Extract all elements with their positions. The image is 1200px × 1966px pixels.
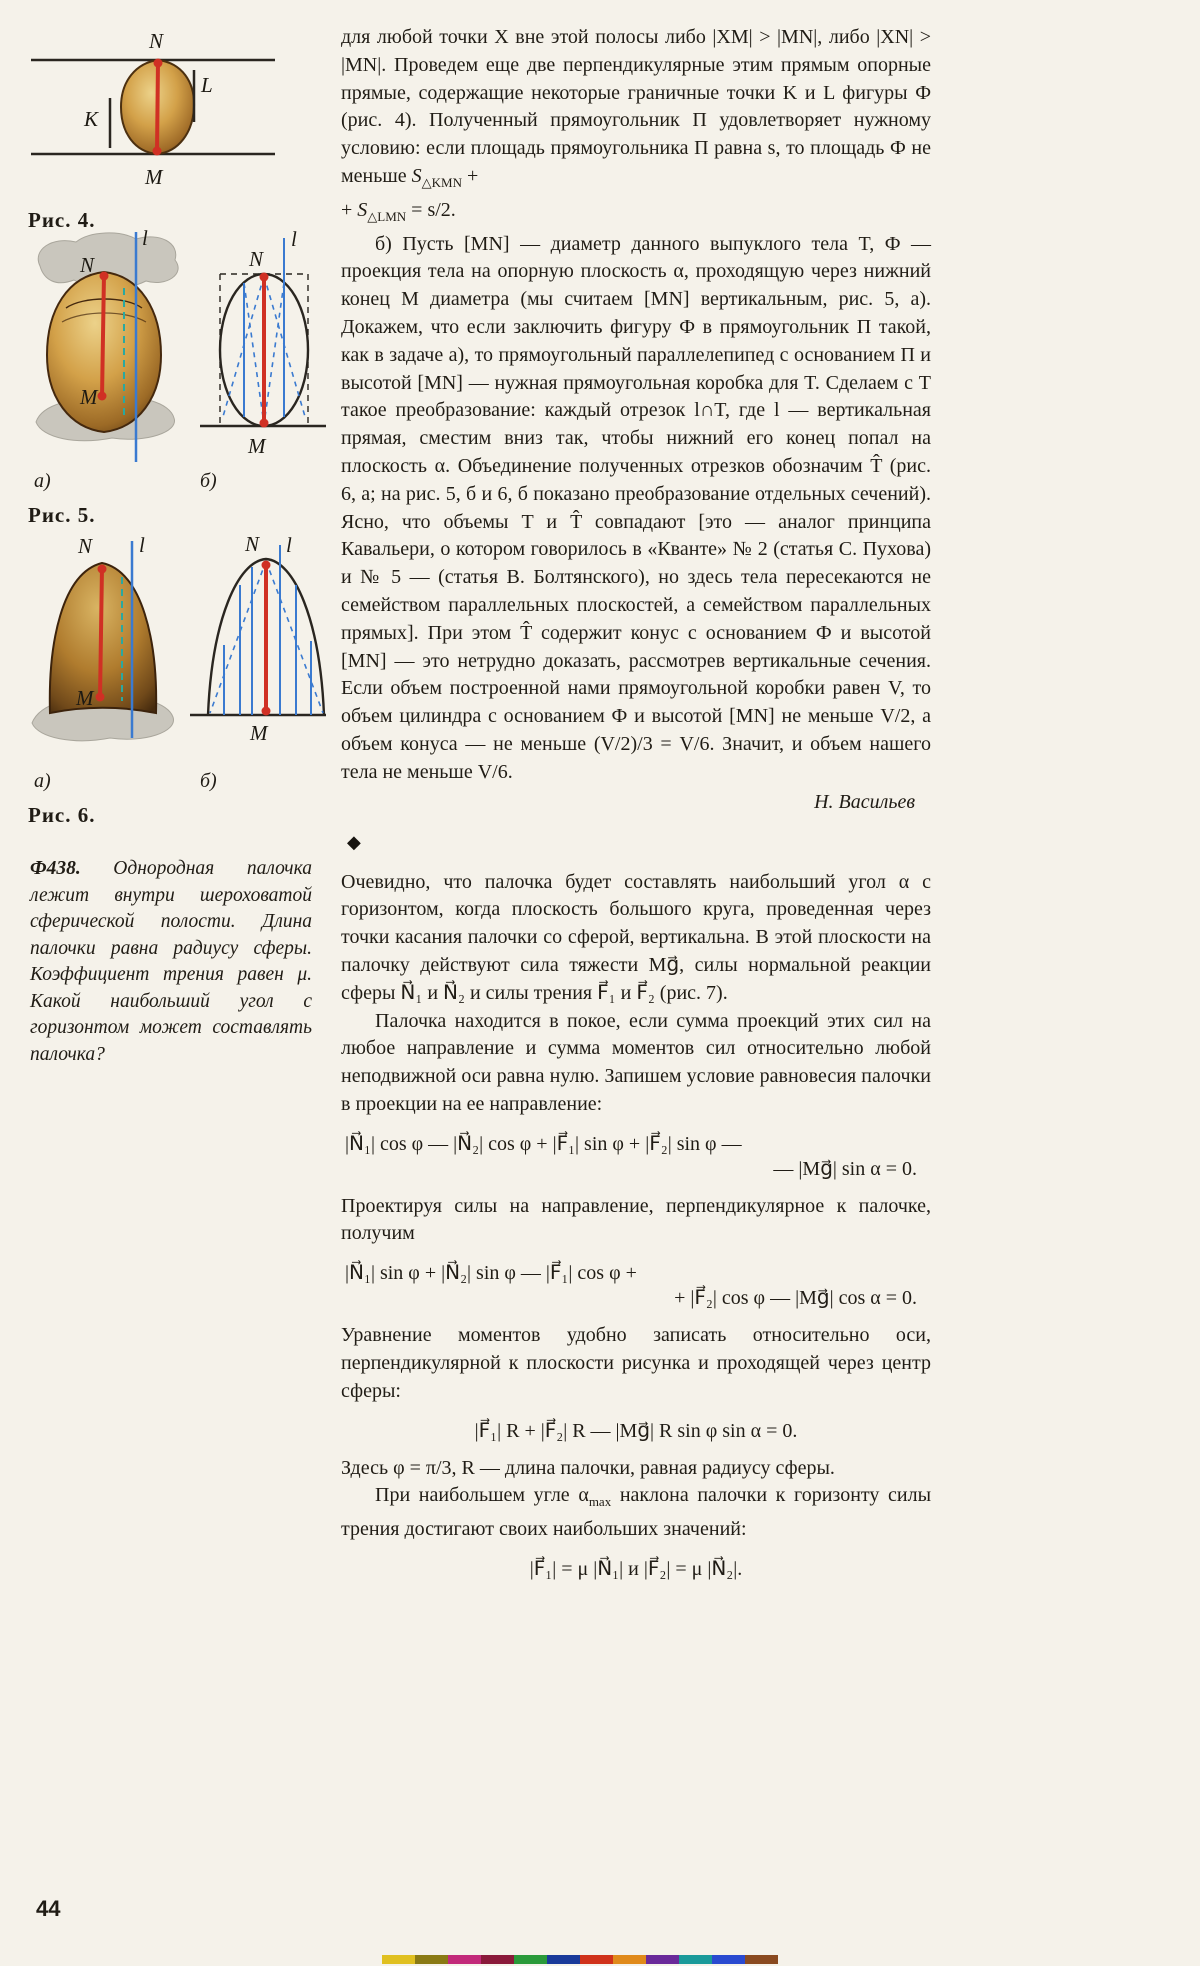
- label-N: N: [149, 29, 164, 53]
- equation-perpendicular: [341, 1260, 931, 1310]
- author-signature: Н. Васильев: [814, 790, 915, 813]
- solution-paragraph-3: Проектируя силы на направление, перпендикулярное к палочке, получим: [341, 1194, 931, 1245]
- color-swatch: [547, 1955, 580, 1964]
- fig5-subcaption-a: а): [34, 470, 51, 492]
- label-l-b: l: [291, 230, 297, 251]
- fig6-drawing: [28, 533, 328, 765]
- figures-column: [28, 0, 336, 1966]
- print-registration-strip: [382, 1955, 778, 1964]
- label-N-b: N: [245, 533, 260, 556]
- label-N: N: [80, 253, 95, 277]
- math-S2-sub: △LMN: [367, 208, 407, 224]
- label-l-b: l: [286, 533, 292, 557]
- figure-5: [28, 230, 328, 528]
- label-M: M: [80, 385, 98, 409]
- equation-line: — |Mg⃗| sin α = 0.: [773, 1157, 917, 1180]
- diameter-MN: [100, 567, 102, 699]
- fig4-drawing: [28, 22, 328, 200]
- point-N-dot: [98, 565, 107, 574]
- solution-paragraph-2: Палочка находится в покое, если сумма проекций этих сил на любое направление и сумма моментов сил относительно любой неподвижной оси равна нулю. Запишем условие равновесия палочки в проекции на ее направление:: [341, 1009, 931, 1115]
- solution-paragraph-5: Здесь φ = π/3, R — длина палочки, равная радиусу сферы.: [341, 1456, 835, 1479]
- figure-6: [28, 533, 328, 828]
- problem-text: Однородная палочка лежит внутри шероховатой сферической полости. Длина палочки равна радиусу сферы. Коэффициент трения равен μ. Какой наибольший угол с горизонтом может составлять палочка?: [30, 858, 312, 1065]
- equation-line: |N⃗₁| sin φ + |N⃗₂| sin φ — |F⃗₁| cos φ +: [345, 1262, 637, 1285]
- color-swatch: [415, 1955, 448, 1964]
- label-l: l: [139, 533, 145, 557]
- equation-moments: |F⃗₁| R + |F⃗₂| R — |Mg⃗| R sin φ sin α = 0.: [474, 1419, 798, 1442]
- problem-f438: [30, 856, 312, 1068]
- section-separator-diamond: ◆: [347, 831, 361, 852]
- fig5-caption: Рис. 5.: [28, 503, 96, 527]
- color-swatch: [580, 1955, 613, 1964]
- label-N-b: N: [249, 247, 264, 271]
- label-l: l: [142, 230, 148, 250]
- color-swatch: [745, 1955, 778, 1964]
- label-M-b: M: [248, 434, 266, 458]
- point-M-dot: [153, 147, 162, 156]
- label-M: M: [76, 686, 94, 710]
- color-swatch: [712, 1955, 745, 1964]
- plus-sign-2: +: [341, 198, 358, 221]
- label-N: N: [78, 534, 93, 558]
- color-swatch: [448, 1955, 481, 1964]
- diameter-MN: [102, 274, 104, 398]
- paragraph-part-b: б) Пусть [MN] — диаметр данного выпуклого тела T, Ф — проекция тела на опорную плоскость α, проходящую через нижний конец M диаметра (мы считаем [MN] вертикальным, рис. 5, а). Докажем, что если заключить фигуру Ф в прямоугольник П такой, как в задаче а), то прямоугольный параллелепипед с основанием П и высотой [MN] — нужная прямоугольная коробка для T. Сделаем с T такое преобразование: каждый отрезок l∩T, где l — вертикальная прямая, сместим вниз так, чтобы нижний его конец попал на плоскость α. Объединение полученных отрезков обозначим T̂ (рис. 6, а; на рис. 5, б и 6, б показано преобразование отдельных сечений). Ясно, что объемы T и T̂ совпадают [это — аналог принципа Кавальери, о котором говорилось в «Кванте» № 2 (статья С. Пухова) и № 5 — (статья В. Болтянского), но здесь тела пересекаются не семейством параллельных плоскостей, а семейством параллельных прямых]. При этом T̂ содержит конус с основанием Ф и высотой [MN] — это нетрудно доказать, рассмотрев вертикальные сечения. Если объем построенной нами прямоугольной коробки равен V, то объем цилиндра с основанием Ф и высотой [MN] не меньше V/2, а объем конуса — не меньше (V/2)/3 = V/6. Значит, и объем нашего тела не меньше V/6.: [341, 232, 931, 783]
- fig6-subcaption-b: б): [200, 770, 217, 792]
- math-S2: S: [357, 198, 368, 221]
- text-column: [341, 24, 931, 1593]
- label-K: K: [84, 107, 99, 131]
- page-number: 44: [36, 1896, 61, 1921]
- alpha-max-sub: max: [588, 1494, 612, 1510]
- paragraph-continuation: [341, 24, 931, 231]
- point-N-dot-b: [260, 273, 269, 282]
- color-swatch: [382, 1955, 415, 1964]
- plus-sign: +: [461, 164, 479, 187]
- fig6-caption: Рис. 6.: [28, 803, 96, 827]
- shift-diagonal-4: [264, 283, 284, 424]
- point-M-dot-b: [260, 419, 269, 428]
- color-swatch: [613, 1955, 646, 1964]
- color-swatch: [679, 1955, 712, 1964]
- equation-along-rod: [341, 1131, 931, 1181]
- color-swatch: [481, 1955, 514, 1964]
- problem-number: Ф438.: [30, 858, 81, 879]
- math-S1: S: [411, 164, 422, 187]
- point-M-dot: [96, 693, 105, 702]
- fig5-subcaption-b: б): [200, 470, 217, 492]
- fig4-caption: Рис. 4.: [28, 208, 96, 232]
- equation-line: |N⃗₁| cos φ — |N⃗₂| cos φ + |F⃗₁| sin φ + |F⃗₂| sin φ —: [345, 1132, 742, 1155]
- point-M-dot-b: [262, 707, 271, 716]
- paragraph-text: При наибольшем угле α: [375, 1484, 589, 1507]
- color-swatch: [646, 1955, 679, 1964]
- formula-end: = s/2.: [406, 198, 456, 221]
- equation-line: + |F⃗₂| cos φ — |Mg⃗| cos α = 0.: [674, 1287, 917, 1310]
- label-L: L: [201, 73, 213, 97]
- point-M-dot: [98, 392, 107, 401]
- fig6-subcaptions: [28, 770, 328, 800]
- point-N-dot: [100, 272, 109, 281]
- color-swatch: [514, 1955, 547, 1964]
- fig5-subcaptions: [28, 470, 328, 500]
- fig6-subcaption-a: а): [34, 770, 51, 792]
- fig5-drawing: [28, 230, 328, 465]
- point-N-dot: [154, 59, 163, 68]
- paragraph-text: наклона палочки к горизонту силы трения достигают своих наибольших значений:: [341, 1484, 932, 1541]
- paragraph-text: для любой точки X вне этой полосы либо |XM| > |MN|, либо |XN| > |MN|. Проведем еще две перпендикулярные этим прямым опорные прямые, содержащие некоторые граничные точки K и L фигуры Ф (рис. 4). Полученный прямоугольник П удовлетворяет нужному условию: если площадь прямоугольника П равна s, то площадь Ф не меньше: [341, 26, 931, 187]
- point-N-dot-b: [262, 561, 271, 570]
- equation-friction-limits: |F⃗₁| = μ |N⃗₁| и |F⃗₂| = μ |N⃗₂|.: [529, 1558, 743, 1581]
- solution-paragraph-1: Очевидно, что палочка будет составлять наибольший угол α с горизонтом, когда плоскость большого круга, проведенная через точки касания палочки со сферой, вертикальна. В этой плоскости на палочку действуют сила тяжести Mg⃗, силы нормальной реакции сферы N⃗₁ и N⃗₂ и силы трения F⃗₁ и F⃗₂ (рис. 7).: [341, 870, 931, 1004]
- shift-diagonal-3: [244, 283, 264, 424]
- figure-4: [28, 22, 328, 233]
- solution-paragraph-4: Уравнение моментов удобно записать относительно оси, перпендикулярной к плоскости рисунка и проходящей через центр сферы:: [341, 1324, 931, 1402]
- math-S1-sub: △KMN: [421, 174, 462, 190]
- diameter-MN: [157, 61, 158, 153]
- label-M: M: [145, 165, 163, 189]
- solution-paragraph-6: [341, 1482, 931, 1544]
- label-M-b: M: [250, 721, 268, 745]
